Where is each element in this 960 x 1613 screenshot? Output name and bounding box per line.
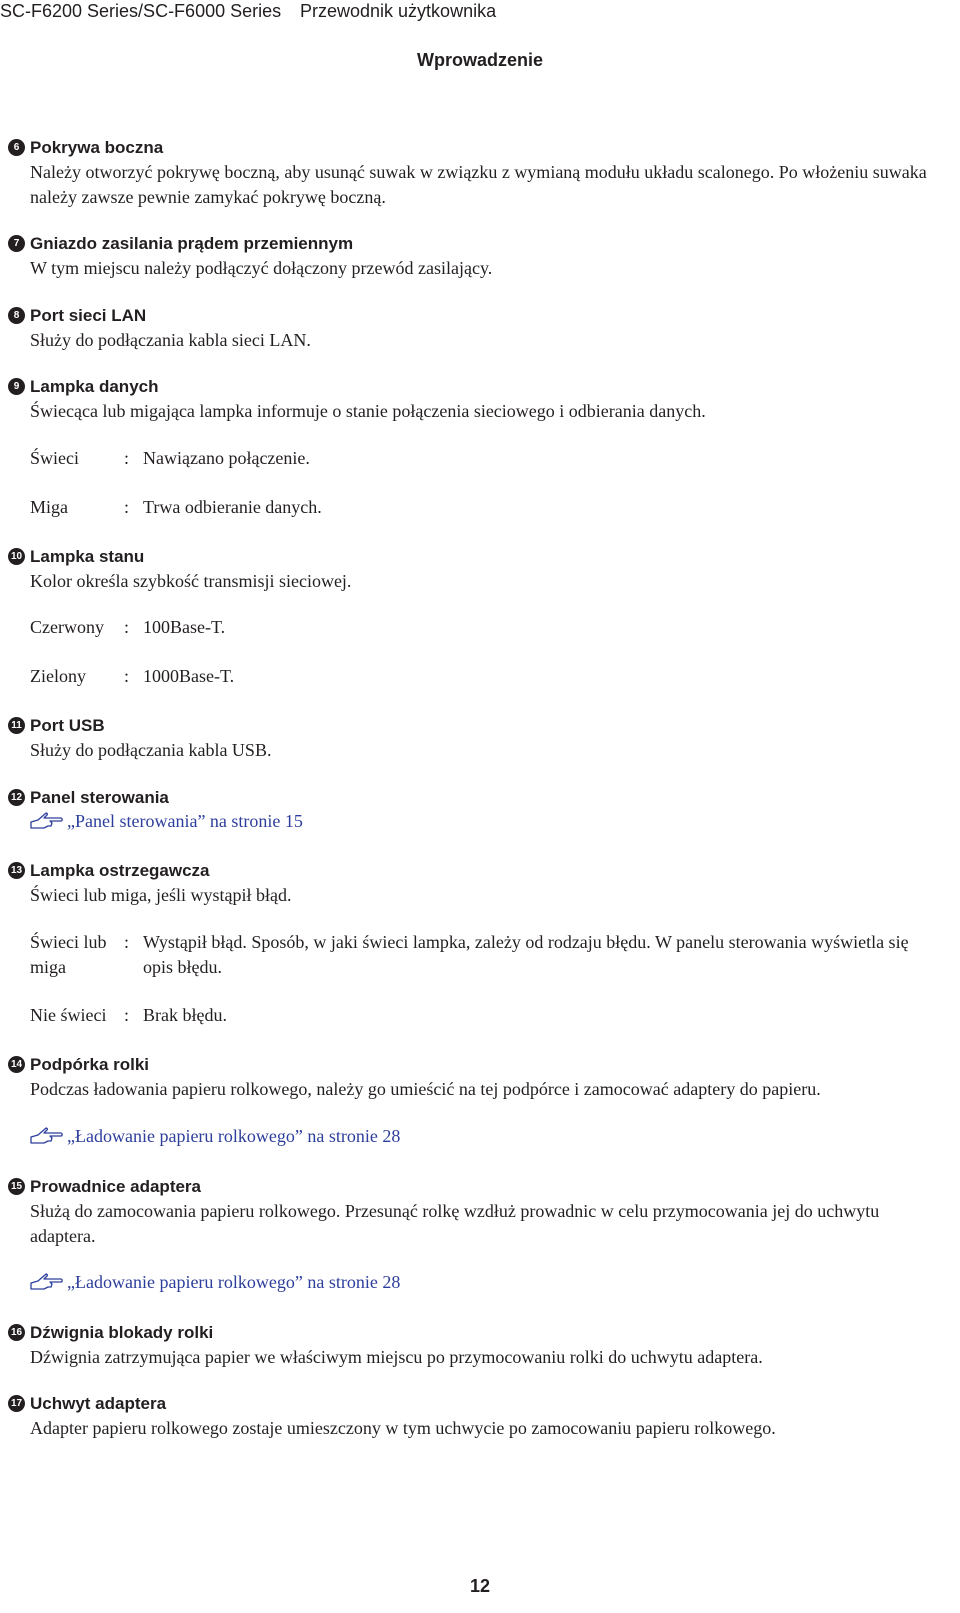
link-text[interactable]: „Ładowanie papieru rolkowego” na stronie 28 [67,1272,401,1292]
status-label: Nie świeci [30,1005,107,1025]
status-value: Wystąpił błąd. Sposób, w jaki świeci lampka, zależy od rodzaju błędu. W panelu sterowania wyświetla się opis błędu. [143,932,909,977]
status-value: Brak błędu. [143,1005,227,1025]
item-number-badge: 16 [8,1324,25,1341]
status-label: Miga [30,497,68,517]
item-description: Kolor określa szybkość transmisji sieciowej. [30,571,352,591]
item-number-badge: 17 [8,1395,25,1412]
item-title: Dźwignia blokady rolki [30,1323,214,1342]
item-description: Należy otworzyć pokrywę boczną, aby usunąć suwak w związku z wymianą modułu układu scalonego. Po włożeniu suwaka należy zawsze pewnie zamykać pokrywę boczną. [30,162,927,207]
item-number-badge: 8 [8,307,25,324]
control-panel-link[interactable] [30,809,303,834]
pointing-hand-icon [30,1125,63,1145]
item-title: Prowadnice adaptera [30,1177,202,1196]
item-number-badge: 7 [8,235,25,252]
item-title: Podpórka rolki [30,1055,150,1074]
item-number-badge: 9 [8,378,25,395]
status-separator: : [124,666,130,686]
item-description: Adapter papieru rolkowego zostaje umieszczony w tym uchwycie po zamocowaniu papieru rolkowego. [30,1418,776,1438]
status-separator: : [124,497,130,517]
item-description: Służy do podłączania kabla sieci LAN. [30,330,311,350]
page-header [0,0,960,30]
status-value: 100Base-T. [143,617,226,637]
status-separator: : [124,1005,130,1025]
pointing-hand-icon [30,1271,63,1291]
item-description: Służą do zamocowania papieru rolkowego. Przesunąć rolkę wzdłuż prowadnic w celu przymocowania jej do uchwytu adaptera. [30,1201,880,1246]
status-value: Trwa odbieranie danych. [143,497,322,517]
loading-roll-paper-link[interactable] [30,1124,400,1149]
item-description: W tym miejscu należy podłączyć dołączony przewód zasilający. [30,258,493,278]
status-separator: : [124,932,130,952]
item-title: Pokrywa boczna [30,138,164,157]
item-number-badge: 6 [8,139,25,156]
loading-roll-paper-link[interactable] [30,1270,400,1295]
item-description: Służy do podłączania kabla USB. [30,740,272,760]
pointing-hand-icon [30,810,63,830]
status-separator: : [124,617,130,637]
item-description: Świeci lub miga, jeśli wystąpił błąd. [30,885,292,905]
item-title: Port sieci LAN [30,306,147,325]
header-guide-title: Przewodnik użytkownika [300,1,497,21]
status-value: 1000Base-T. [143,666,235,686]
item-number-badge: 12 [8,789,25,806]
item-number-badge: 11 [8,717,25,734]
status-label: Zielony [30,666,86,686]
status-separator: : [124,448,130,468]
item-description: Dźwignia zatrzymująca papier we właściwym miejscu po przymocowaniu rolki do uchwytu adaptera. [30,1347,763,1367]
header-model: SC-F6200 Series/SC-F6000 Series [0,1,282,21]
link-text[interactable]: „Panel sterowania” na stronie 15 [67,811,303,831]
status-label: Świeci lub miga [30,932,107,977]
item-number-badge: 13 [8,862,25,879]
item-number-badge: 15 [8,1178,25,1195]
status-label: Czerwony [30,617,104,637]
section-title: Wprowadzenie [416,50,543,70]
link-text[interactable]: „Ładowanie papieru rolkowego” na stronie 28 [67,1126,401,1146]
item-title: Port USB [30,716,105,735]
item-number-badge: 10 [8,548,25,565]
item-title: Panel sterowania [30,788,169,807]
item-description: Świecąca lub migająca lampka informuje o stanie połączenia sieciowego i odbierania danych. [30,401,706,421]
item-title: Uchwyt adaptera [30,1394,167,1413]
item-title: Gniazdo zasilania prądem przemiennym [30,234,354,253]
item-title: Lampka stanu [30,547,145,566]
status-value: Nawiązano połączenie. [143,448,310,468]
item-description: Podczas ładowania papieru rolkowego, należy go umieścić na tej podpórce i zamocować adaptery do papieru. [30,1079,821,1099]
status-label: Świeci [30,448,79,468]
item-number-badge: 14 [8,1056,25,1073]
page-number: 12 [469,1576,491,1596]
item-title: Lampka ostrzegawcza [30,861,210,880]
item-title: Lampka danych [30,377,159,396]
